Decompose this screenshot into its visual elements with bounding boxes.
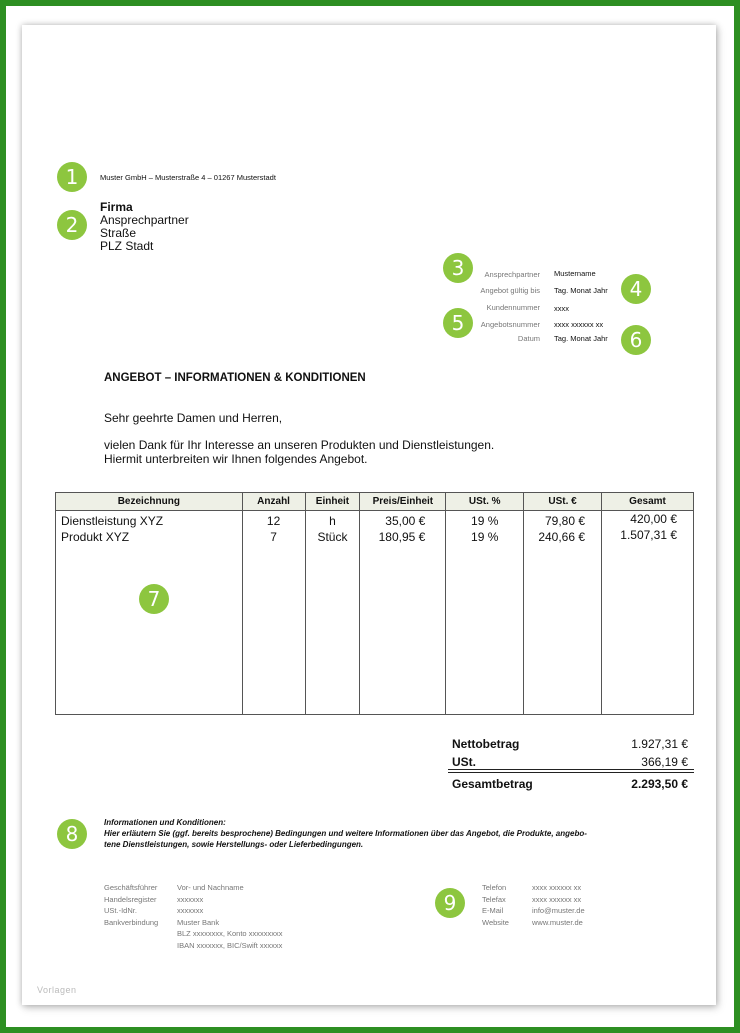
table-cell: 420,00 € bbox=[630, 512, 677, 526]
col-header-tax-amount: USt. € bbox=[524, 493, 602, 511]
col-unit bbox=[305, 511, 360, 715]
table-header-row bbox=[56, 493, 694, 511]
col-header-unit: Einheit bbox=[305, 493, 360, 511]
table-cell: 180,95 € bbox=[378, 529, 426, 544]
footer-value: Vor- und Nachname bbox=[177, 883, 244, 892]
conditions-block bbox=[104, 817, 664, 850]
footer-value: IBAN xxxxxxx, BIC/Swift xxxxxx bbox=[177, 940, 283, 950]
meta-value-offer-no: xxxx xxxxxx xx bbox=[554, 320, 604, 329]
conditions-heading: Informationen und Konditionen: bbox=[104, 818, 226, 827]
col-tax-amount bbox=[524, 511, 602, 715]
badge-1: 1 bbox=[57, 162, 87, 192]
table-cell: 35,00 € bbox=[385, 514, 426, 528]
col-header-unit-price: Preis/Einheit bbox=[360, 493, 446, 511]
footer-value: xxxx xxxxxx xx bbox=[532, 883, 582, 892]
table-cell: Stück bbox=[317, 529, 348, 544]
badge-7: 7 bbox=[139, 584, 169, 614]
salutation: Sehr geehrte Damen und Herren, bbox=[104, 411, 283, 425]
table-cell: 19 % bbox=[471, 529, 499, 544]
table-cell: h bbox=[329, 514, 336, 528]
meta-label-customer-no: Kundennummer bbox=[486, 303, 540, 312]
col-tax-rate bbox=[446, 511, 524, 715]
badge-2: 2 bbox=[57, 210, 87, 240]
footer-label: Bankverbindung bbox=[104, 917, 159, 927]
col-quantity bbox=[242, 511, 305, 715]
table-cell: Produkt XYZ bbox=[61, 529, 130, 544]
footer-value: xxxx xxxxxx xx bbox=[532, 894, 582, 904]
footer-right-values bbox=[532, 882, 585, 928]
conditions-line-2: tene Dienstleistungen, sowie Herstellungs- oder Lieferbedingungen. bbox=[104, 840, 364, 849]
footer-value: Muster Bank bbox=[177, 917, 220, 927]
footer-label: Handelsregister bbox=[104, 894, 157, 904]
footer-left-values bbox=[177, 882, 282, 951]
meta-value-valid-until: Tag. Monat Jahr bbox=[554, 286, 608, 295]
table-cell: Dienstleistung XYZ bbox=[61, 514, 164, 528]
badge-6: 6 bbox=[621, 325, 651, 355]
footer-value: xxxxxxx bbox=[177, 894, 204, 904]
col-header-quantity: Anzahl bbox=[242, 493, 305, 511]
footer-value: BLZ xxxxxxxx, Konto xxxxxxxxx bbox=[177, 929, 283, 938]
net-amount-label: Nettobetrag bbox=[452, 737, 520, 751]
col-total bbox=[602, 511, 694, 715]
table-cell: 79,80 € bbox=[544, 514, 586, 528]
badge-8: 8 bbox=[57, 819, 87, 849]
totals-divider-1 bbox=[448, 769, 694, 770]
col-header-description: Bezeichnung bbox=[56, 493, 243, 511]
meta-label-contact: Ansprechpartner bbox=[484, 270, 540, 279]
footer-label: Telefon bbox=[482, 883, 507, 892]
recipient-street: Straße bbox=[100, 226, 137, 240]
footer-label: Website bbox=[482, 917, 509, 927]
col-description bbox=[56, 511, 243, 715]
meta-label-valid-until: Angebot gültig bis bbox=[480, 286, 540, 295]
footer-value: info@muster.de bbox=[532, 906, 585, 915]
footer-left-labels bbox=[104, 882, 158, 928]
col-header-total: Gesamt bbox=[602, 493, 694, 511]
tax-amount-value: 366,19 € bbox=[641, 755, 688, 769]
intro-line-2: Hiermit unterbreiten wir Ihnen folgendes Angebot. bbox=[104, 451, 368, 466]
col-unit-price bbox=[360, 511, 446, 715]
intro-text bbox=[104, 439, 494, 466]
intro-line-1: vielen Dank für Ihr Interesse an unseren Produkten und Dienstleistungen. bbox=[104, 438, 495, 452]
conditions-line-1: Hier erläutern Sie (ggf. bereits besprochene) Bedingungen und weitere Informationen über das Angebot, die Produkte, angebo- bbox=[104, 829, 587, 838]
footer-value: www.muster.de bbox=[532, 917, 583, 927]
footer-right-labels bbox=[482, 882, 509, 928]
footer-label: Geschäftsführer bbox=[104, 883, 158, 892]
totals-divider-2 bbox=[448, 772, 694, 773]
gross-amount-label: Gesamtbetrag bbox=[452, 777, 533, 791]
table-cell: 19 % bbox=[471, 514, 499, 528]
footer-label: USt.-IdNr. bbox=[104, 906, 137, 915]
meta-value-contact: Mustername bbox=[554, 269, 596, 278]
meta-value-date: Tag. Monat Jahr bbox=[554, 334, 608, 343]
sender-line: Muster GmbH – Musterstraße 4 – 01267 Musterstadt bbox=[100, 173, 276, 182]
col-header-tax-rate: USt. % bbox=[446, 493, 524, 511]
table-cell: 12 bbox=[266, 514, 281, 528]
net-amount-value: 1.927,31 € bbox=[631, 737, 688, 751]
watermark: Vorlagen bbox=[37, 985, 77, 995]
recipient-address bbox=[100, 201, 189, 253]
meta-label-offer-no: Angebotsnummer bbox=[480, 320, 540, 329]
meta-label-date: Datum bbox=[517, 334, 540, 343]
gross-amount-value: 2.293,50 € bbox=[631, 777, 688, 791]
recipient-contact: Ansprechpartner bbox=[100, 213, 189, 227]
footer-value: xxxxxxx bbox=[177, 906, 204, 915]
table-cell: 7 bbox=[270, 529, 277, 544]
recipient-company: Firma bbox=[100, 200, 133, 214]
badge-4: 4 bbox=[621, 274, 651, 304]
tax-amount-label: USt. bbox=[452, 755, 476, 769]
footer-label: E-Mail bbox=[482, 906, 504, 915]
table-body bbox=[56, 511, 694, 715]
items-table bbox=[55, 492, 694, 715]
footer-label: Telefax bbox=[482, 894, 506, 904]
table-cell: 1.507,31 € bbox=[620, 527, 677, 542]
badge-3: 3 bbox=[443, 253, 473, 283]
document-title: ANGEBOT – INFORMATIONEN & KONDITIONEN bbox=[104, 372, 366, 384]
meta-value-customer-no: xxxx bbox=[554, 304, 569, 313]
recipient-city: PLZ Stadt bbox=[100, 239, 154, 253]
badge-9: 9 bbox=[435, 888, 465, 918]
badge-5: 5 bbox=[443, 308, 473, 338]
table-cell: 240,66 € bbox=[538, 529, 586, 544]
